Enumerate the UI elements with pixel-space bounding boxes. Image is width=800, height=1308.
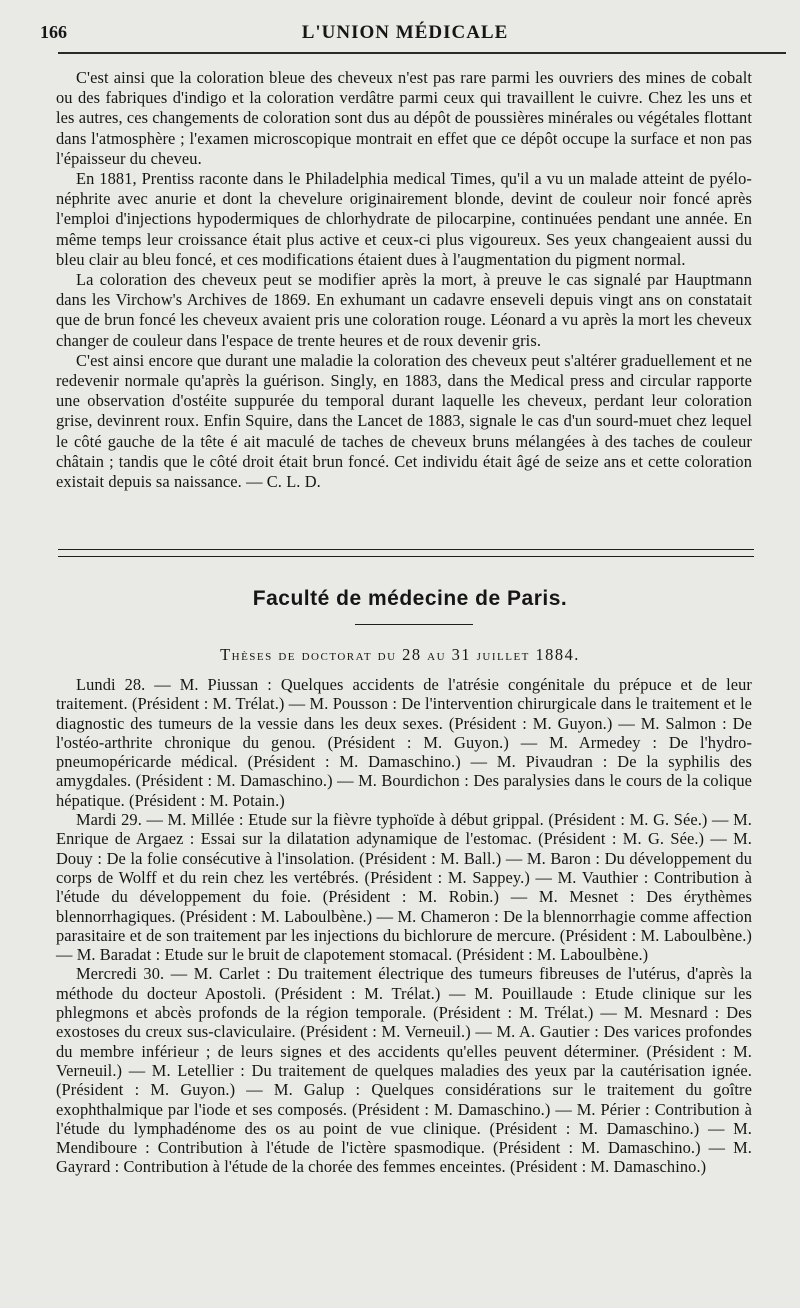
section-subtitle: Thèses de doctorat du 28 au 31 juillet 1884.: [220, 645, 580, 664]
page-header: [40, 22, 770, 48]
article-paragraph: La coloration des cheveux peut se modifier après la mort, à preuve le cas signalé par Hauptmann dans les Virchow's Archives de 1869. En exhumant un cadavre enseveli depuis vingt ans on constatait que de brun foncé les cheveux avaient pris une coloration rouge. Léonard a vu après la mort les cheveux changer de couleur dans l'espace de trente heures et de roux devenir gris.: [56, 270, 752, 350]
section-title: Faculté de médecine de Paris.: [252, 587, 568, 610]
running-head: L'UNION MÉDICALE: [301, 22, 509, 43]
theses-day-entry: Mercredi 30. — M. Carlet : Du traitement électrique des tumeurs fibreuses de l'utérus, d'après la méthode du docteur Apostoli. (Président : M. Trélat.) — M. Pouillaude : Etude clinique sur les phlegmons et abcès profonds de la région temporale. (Président : M. Trélat.) — M. Mesnard : Des exostoses du creux sus-claviculaire. (Président : M. Verneuil.) — M. A. Gautier : Des varices profondes du membre inférieur ; de leurs signes et des accidents qu'elles peuvent déterminer. (Président : M. Verneuil.) — M. Letellier : Du traitement de quelques maladies des yeux par la cautérisation ignée. (Président : M. Guyon.) — M. Galup : Quelques considérations sur le traitement du goître exophthalmique par l'iode et ses composés. (Président : M. Damaschino.) — M. Périer : Contribution à l'étude du lymphadénome des os au point de vue clinique. (Président : M. Damaschino.) — M. Mendiboure : Contribution à l'étude de l'ictère spasmodique. (Président : M. Damaschino.) — M. Gayrard : Contribution à l'étude de la chorée des femmes enceintes. (Président : M. Damaschino.): [56, 964, 752, 1177]
article-body: [56, 68, 752, 492]
page-number: 166: [40, 22, 67, 42]
title-rule: [355, 624, 473, 625]
article-paragraph: En 1881, Prentiss raconte dans le Philadelphia medical Times, qu'il a vu un malade atteint de pyélo-néphrite avec anurie et dont la chevelure originairement blonde, devint de couleur noir foncé après l'emploi d'injections hypodermiques de chlorhydrate de pilocarpine, continuées pendant une année. En même temps leur croissance était plus active et ceux-ci plus vigoureux. Ses yeux changeaient aussi du bleu clair au bleu foncé, et ces modifications étaient dues à l'augmentation du pigment normal.: [56, 169, 752, 269]
theses-day-entry: Lundi 28. — M. Piussan : Quelques accidents de l'atrésie congénitale du prépuce et de leur traitement. (Président : M. Trélat.) — M. Pousson : De l'intervention chirurgicale dans le traitement et le diagnostic des tumeurs de la vessie dans les deux sexes. (Président : M. Guyon.) — M. Salmon : De l'ostéo-arthrite chronique du genou. (Président : M. Guyon.) — M. Armedey : De l'hydro-pneumopéricarde médical. (Président : M. Damaschino.) — M. Pivaudran : De la syphilis des amygdales. (Président : M. Damaschino.) — M. Bourdichon : Des paralysies dans le cours de la colique hépatique. (Président : M. Potain.): [56, 675, 752, 810]
header-rule: [58, 52, 786, 54]
theses-day-entry: Mardi 29. — M. Millée : Etude sur la fièvre typhoïde à début grippal. (Président : M. G. Sée.) — M. Enrique de Argaez : Essai sur la dilatation adynamique de l'estomac. (Président : M. G. Sée.) — M. Douy : De la folie consécutive à l'insolation. (Président : M. Ball.) — M. Baron : Du développement du corps de Wolff et du rein chez les vertébrés. (Président : M. Sappey.) — M. Vauthier : Contribution à l'étude du développement du foie. (Président : M. Robin.) — M. Mesnet : Des érythèmes blennorrhagiques. (Président : M. Laboulbène.) — M. Chameron : De la blennorrhagie comme affection parasitaire et de son traitement par les injections du bichlorure de mercure. (Président : M. Laboulbène.) — M. Baradat : Etude sur le bruit de clapotement stomacal. (Président : M. Laboulbène.): [56, 810, 752, 965]
theses-list: [56, 675, 752, 1177]
article-paragraph: C'est ainsi que la coloration bleue des cheveux n'est pas rare parmi les ouvriers des mines de cobalt ou des fabriques d'indigo et la coloration verdâtre parmi ceux qui travaillent le cuivre. Chez les uns et les autres, ces changements de coloration sont dus au dépôt de poussières minérales ou végétales flottant dans l'atmosphère ; l'examen microscopique montrait en effet que ce dépôt occupe la surface et non pas l'épaisseur du cheveu.: [56, 68, 752, 168]
section-separator: [58, 549, 754, 557]
article-paragraph: C'est ainsi encore que durant une maladie la coloration des cheveux peut s'altérer graduellement et ne redevenir normale qu'après la guérison. Singly, en 1883, dans the Medical press and circular rapporte une observation d'ostéite suppurée du temporal durant laquelle les cheveux, perdant leur coloration grise, devinrent roux. Enfin Squire, dans the Lancet de 1883, signale le cas d'un sourd-muet chez lequel le côté gauche de la tête é ait maculé de taches de cheveux bruns mélangées à des taches de couleur châtain ; tandis que le côté droit était brun foncé. Cet individu était âgé de seize ans et cette coloration existait depuis sa naissance. — C. L. D.: [56, 350, 752, 492]
